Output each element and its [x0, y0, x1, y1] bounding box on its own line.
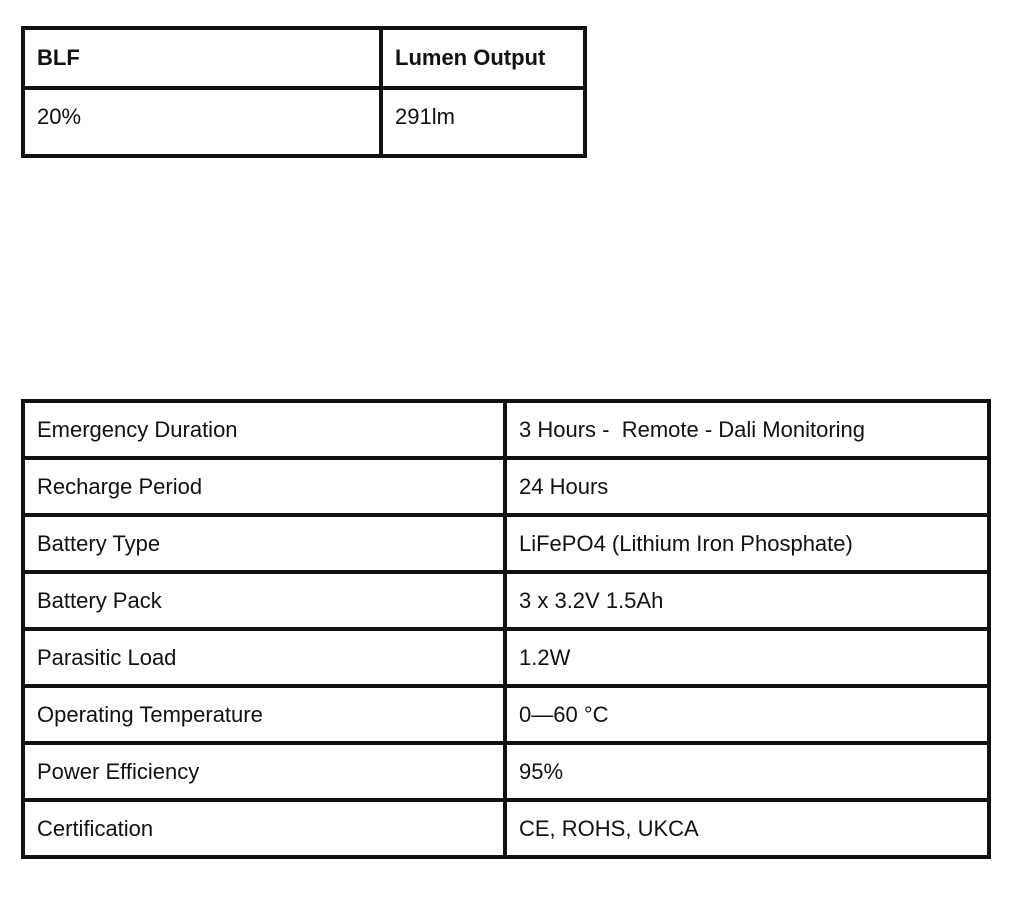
table-row	[23, 800, 989, 857]
table-row	[23, 572, 989, 629]
spec-value: LiFePO4 (Lithium Iron Phosphate)	[505, 515, 989, 572]
table-row	[23, 458, 989, 515]
table-header-row	[23, 28, 585, 88]
spec-value: 0—60 °C	[505, 686, 989, 743]
spec-value: 3 Hours - Remote - Dali Monitoring	[505, 401, 989, 458]
blf-lumen-table	[21, 26, 587, 158]
table-row	[23, 401, 989, 458]
lumen-output-value: 291lm	[381, 88, 585, 156]
emergency-spec-table	[21, 399, 991, 859]
spec-value: 3 x 3.2V 1.5Ah	[505, 572, 989, 629]
spec-label: Power Efficiency	[23, 743, 505, 800]
table-row	[23, 629, 989, 686]
table-row	[23, 743, 989, 800]
table-row	[23, 515, 989, 572]
spec-label: Battery Pack	[23, 572, 505, 629]
spec-label: Emergency Duration	[23, 401, 505, 458]
spec-value: 24 Hours	[505, 458, 989, 515]
spec-label: Certification	[23, 800, 505, 857]
spec-value: 95%	[505, 743, 989, 800]
spec-label: Parasitic Load	[23, 629, 505, 686]
spec-label: Operating Temperature	[23, 686, 505, 743]
table-row	[23, 88, 585, 156]
blf-value: 20%	[23, 88, 381, 156]
header-lumen-output: Lumen Output	[381, 28, 585, 88]
spec-label: Battery Type	[23, 515, 505, 572]
table-row	[23, 686, 989, 743]
spec-value: CE, ROHS, UKCA	[505, 800, 989, 857]
spec-label: Recharge Period	[23, 458, 505, 515]
header-blf: BLF	[23, 28, 381, 88]
spec-value: 1.2W	[505, 629, 989, 686]
